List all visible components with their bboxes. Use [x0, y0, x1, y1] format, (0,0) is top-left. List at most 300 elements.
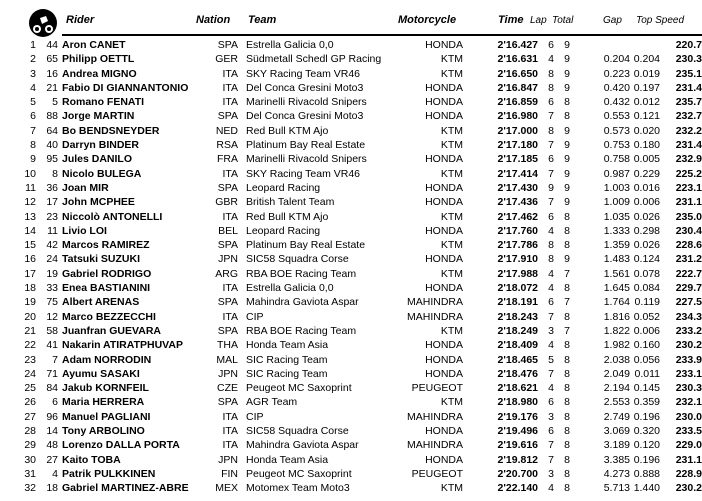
- cell-time: 2'16.859: [497, 96, 538, 109]
- cell-rider: Enea BASTIANINI: [62, 282, 151, 295]
- cell-pos: 30: [24, 453, 36, 466]
- cell-team: Marinelli Rivacold Snipers: [246, 96, 367, 109]
- cell-gap: 1.359: [603, 239, 630, 252]
- cell-moto: MAHINDRA: [406, 310, 463, 323]
- cell-gap: 0.553: [603, 110, 630, 123]
- cell-gap2: 0.145: [633, 382, 660, 395]
- cell-tot: 8: [564, 382, 570, 395]
- cell-num: 27: [46, 453, 58, 466]
- cell-spd: 228.9: [675, 467, 702, 480]
- table-row: [0, 52, 702, 66]
- table-row: [0, 481, 702, 495]
- cell-gap: 1.816: [603, 310, 630, 323]
- cell-nat: ITA: [222, 96, 238, 109]
- cell-rider: Nakarin ATIRATPHUVAP: [62, 339, 183, 352]
- table-row: [0, 167, 702, 181]
- cell-team: Peugeot MC Saxoprint: [246, 382, 352, 395]
- cell-pos: 18: [24, 282, 36, 295]
- cell-gap2: 0.078: [633, 267, 660, 280]
- cell-team: SIC58 Squadra Corse: [246, 253, 349, 266]
- cell-moto: KTM: [440, 167, 463, 180]
- cell-spd: 232.2: [675, 124, 702, 137]
- cell-num: 4: [52, 467, 58, 480]
- cell-pos: 7: [30, 124, 36, 137]
- cell-gap2: 0.026: [633, 239, 660, 252]
- table-row: [0, 324, 702, 338]
- cell-time: 2'16.980: [497, 110, 538, 123]
- cell-lap: 6: [548, 296, 554, 309]
- cell-pos: 19: [24, 296, 36, 309]
- cell-lap: 7: [548, 439, 554, 452]
- cell-team: Marinelli Rivacold Snipers: [246, 153, 367, 166]
- table-row: [0, 367, 702, 381]
- cell-pos: 27: [24, 410, 36, 423]
- cell-gap: 2.194: [603, 382, 630, 395]
- table-row: [0, 310, 702, 324]
- cell-moto: MAHINDRA: [406, 410, 463, 423]
- cell-gap: 0.204: [603, 53, 630, 66]
- cell-spd: 232.7: [675, 110, 702, 123]
- cell-time: 2'18.409: [497, 339, 538, 352]
- cell-nat: ITA: [222, 282, 238, 295]
- cell-tot: 9: [564, 81, 570, 94]
- cell-nat: ARG: [215, 267, 238, 280]
- cell-pos: 3: [30, 67, 36, 80]
- cell-lap: 8: [548, 81, 554, 94]
- cell-nat: GER: [215, 53, 238, 66]
- header-rider: Rider: [66, 14, 95, 26]
- cell-gap2: 0.119: [634, 296, 660, 309]
- cell-moto: HONDA: [425, 339, 463, 352]
- cell-tot: 9: [564, 139, 570, 152]
- cell-moto: HONDA: [425, 81, 463, 94]
- cell-gap2: 0.204: [633, 53, 660, 66]
- cell-time: 2'16.650: [497, 67, 538, 80]
- table-row: [0, 424, 702, 438]
- cell-time: 2'17.760: [497, 224, 538, 237]
- cell-moto: HONDA: [425, 224, 463, 237]
- cell-num: 19: [46, 267, 58, 280]
- cell-gap2: 0.012: [633, 96, 660, 109]
- cell-num: 17: [46, 196, 58, 209]
- cell-time: 2'17.436: [497, 196, 538, 209]
- cell-num: 18: [46, 482, 58, 495]
- cell-gap: 2.749: [603, 410, 630, 423]
- cell-pos: 25: [24, 382, 36, 395]
- cell-pos: 13: [24, 210, 36, 223]
- cell-lap: 6: [548, 396, 554, 409]
- cell-rider: Marco BEZZECCHI: [62, 310, 156, 323]
- cell-rider: Andrea MIGNO: [62, 67, 137, 80]
- cell-moto: KTM: [440, 139, 463, 152]
- cell-team: RBA BOE Racing Team: [246, 324, 357, 337]
- cell-num: 36: [46, 181, 58, 194]
- cell-moto: HONDA: [425, 253, 463, 266]
- cell-nat: ITA: [222, 81, 238, 94]
- cell-time: 2'18.476: [497, 367, 538, 380]
- cell-team: Honda Team Asia: [246, 339, 329, 352]
- table-header: [0, 6, 702, 36]
- cell-nat: SPA: [217, 239, 238, 252]
- cell-nat: SPA: [217, 296, 238, 309]
- cell-tot: 9: [564, 124, 570, 137]
- cell-tot: 8: [564, 410, 570, 423]
- cell-tot: 8: [564, 110, 570, 123]
- cell-moto: PEUGEOT: [411, 467, 463, 480]
- cell-rider: Maria HERRERA: [62, 396, 145, 409]
- cell-tot: 7: [564, 267, 570, 280]
- cell-gap: 0.420: [603, 81, 630, 94]
- cell-spd: 231.1: [675, 196, 702, 209]
- cell-lap: 6: [548, 96, 554, 109]
- cell-pos: 28: [24, 425, 36, 438]
- cell-team: SKY Racing Team VR46: [246, 167, 361, 180]
- cell-moto: HONDA: [425, 96, 463, 109]
- cell-tot: 7: [564, 324, 570, 337]
- cell-lap: 7: [548, 110, 554, 123]
- cell-spd: 231.1: [675, 453, 702, 466]
- cell-tot: 9: [564, 253, 570, 266]
- cell-num: 44: [46, 39, 58, 51]
- cell-num: 16: [46, 67, 58, 80]
- cell-lap: 6: [548, 153, 554, 166]
- cell-lap: 9: [548, 181, 554, 194]
- cell-nat: ITA: [222, 425, 238, 438]
- cell-nat: ITA: [222, 439, 238, 452]
- cell-team: Estrella Galicia 0,0: [246, 282, 334, 295]
- cell-team: CIP: [246, 310, 264, 323]
- cell-rider: Jules DANILO: [62, 153, 133, 166]
- cell-gap2: 0.120: [633, 439, 660, 452]
- cell-rider: Fabio DI GIANNANTONIO: [62, 81, 189, 94]
- table-row: [0, 410, 702, 424]
- cell-spd: 233.9: [675, 353, 702, 366]
- cell-num: 21: [46, 81, 58, 94]
- cell-lap: 4: [548, 482, 554, 495]
- cell-gap2: 0.056: [633, 353, 660, 366]
- cell-moto: HONDA: [425, 282, 463, 295]
- cell-spd: 227.5: [675, 296, 702, 309]
- cell-gap: 1.561: [603, 267, 630, 280]
- cell-spd: 222.7: [675, 267, 702, 280]
- cell-team: SIC Racing Team: [246, 353, 328, 366]
- cell-num: 84: [46, 382, 58, 395]
- table-row: [0, 453, 702, 467]
- cell-gap2: 0.196: [633, 453, 660, 466]
- cell-lap: 7: [548, 196, 554, 209]
- cell-lap: 4: [548, 53, 554, 66]
- cell-pos: 22: [24, 339, 36, 352]
- cell-nat: SPA: [217, 39, 238, 51]
- cell-nat: JPN: [218, 253, 238, 266]
- cell-num: 95: [46, 153, 58, 166]
- cell-spd: 231.2: [675, 253, 702, 266]
- cell-gap: 0.753: [603, 139, 630, 152]
- cell-gap: 0.573: [603, 124, 630, 137]
- cell-rider: Lorenzo DALLA PORTA: [62, 439, 180, 452]
- cell-tot: 9: [564, 39, 570, 51]
- cell-gap: 1.009: [603, 196, 630, 209]
- cell-rider: Manuel PAGLIANI: [62, 410, 151, 423]
- table-row: [0, 438, 702, 452]
- cell-team: Motomex Team Moto3: [246, 482, 350, 495]
- cell-spd: 235.7: [675, 96, 702, 109]
- cell-num: 8: [52, 167, 58, 180]
- cell-time: 2'18.243: [497, 310, 538, 323]
- cell-spd: 220.7: [675, 39, 702, 51]
- cell-lap: 7: [548, 139, 554, 152]
- cell-nat: JPN: [218, 367, 238, 380]
- cell-rider: Bo BENDSNEYDER: [62, 124, 160, 137]
- cell-nat: GBR: [215, 196, 238, 209]
- table-row: [0, 267, 702, 281]
- cell-gap: 0.758: [603, 153, 630, 166]
- cell-tot: 8: [564, 282, 570, 295]
- table-row: [0, 238, 702, 252]
- cell-gap2: 0.016: [633, 181, 660, 194]
- table-row: [0, 353, 702, 367]
- cell-lap: 8: [548, 67, 554, 80]
- cell-spd: 225.2: [675, 167, 702, 180]
- table-row: [0, 95, 702, 109]
- cell-moto: HONDA: [425, 353, 463, 366]
- cell-team: Red Bull KTM Ajo: [246, 210, 329, 223]
- cell-lap: 6: [548, 39, 554, 51]
- cell-rider: Nicolo BULEGA: [62, 167, 142, 180]
- cell-moto: HONDA: [425, 367, 463, 380]
- cell-nat: ITA: [222, 310, 238, 323]
- cell-rider: Albert ARENAS: [62, 296, 140, 309]
- table-row: [0, 395, 702, 409]
- cell-rider: Ayumu SASAKI: [62, 367, 140, 380]
- cell-spd: 229.7: [675, 282, 702, 295]
- table-row: [0, 138, 702, 152]
- cell-tot: 9: [564, 196, 570, 209]
- table-row: [0, 38, 702, 52]
- cell-pos: 24: [24, 367, 36, 380]
- cell-gap: 1.645: [603, 282, 630, 295]
- cell-rider: Philipp OETTL: [62, 53, 135, 66]
- cell-pos: 32: [24, 482, 36, 495]
- cell-moto: HONDA: [425, 181, 463, 194]
- cell-gap: 1.333: [603, 224, 630, 237]
- cell-pos: 12: [24, 196, 36, 209]
- cell-nat: SPA: [217, 181, 238, 194]
- cell-lap: 7: [548, 453, 554, 466]
- cell-tot: 8: [564, 453, 570, 466]
- cell-lap: 4: [548, 382, 554, 395]
- cell-moto: KTM: [440, 53, 463, 66]
- cell-gap2: 0.888: [633, 467, 660, 480]
- cell-nat: SPA: [217, 396, 238, 409]
- cell-nat: SPA: [217, 324, 238, 337]
- cell-tot: 8: [564, 210, 570, 223]
- cell-lap: 6: [548, 425, 554, 438]
- cell-num: 71: [46, 367, 58, 380]
- cell-rider: Adam NORRODIN: [62, 353, 152, 366]
- cell-team: SKY Racing Team VR46: [246, 67, 361, 80]
- cell-time: 2'18.249: [497, 324, 538, 337]
- table-row: [0, 181, 702, 195]
- cell-gap2: 0.026: [633, 210, 660, 223]
- cell-gap: 2.038: [603, 353, 630, 366]
- cell-spd: 231.4: [675, 81, 702, 94]
- header-motorcycle: Motorcycle: [398, 14, 457, 26]
- cell-gap2: 0.020: [633, 124, 660, 137]
- cell-gap2: 0.006: [633, 324, 660, 337]
- cell-time: 2'17.000: [497, 124, 538, 137]
- cell-pos: 15: [24, 239, 36, 252]
- cell-gap: 5.713: [603, 482, 630, 495]
- cell-tot: 9: [564, 167, 570, 180]
- cell-pos: 9: [30, 153, 36, 166]
- table-row: [0, 67, 702, 81]
- cell-spd: 233.1: [675, 367, 702, 380]
- cell-pos: 14: [24, 224, 36, 237]
- cell-time: 2'17.185: [497, 153, 538, 166]
- cell-lap: 3: [548, 467, 554, 480]
- cell-gap2: 0.160: [633, 339, 660, 352]
- table-row: [0, 338, 702, 352]
- cell-gap: 2.049: [603, 367, 630, 380]
- cell-moto: MAHINDRA: [406, 439, 463, 452]
- cell-gap: 2.553: [603, 396, 630, 409]
- cell-gap: 4.273: [603, 467, 630, 480]
- cell-gap2: 0.052: [633, 310, 660, 323]
- cell-rider: John MCPHEE: [62, 196, 135, 209]
- cell-time: 2'22.140: [497, 482, 538, 495]
- cell-spd: 232.1: [675, 396, 702, 409]
- cell-pos: 26: [24, 396, 36, 409]
- cell-time: 2'18.621: [497, 382, 538, 395]
- cell-moto: MAHINDRA: [406, 296, 463, 309]
- cell-team: British Talent Team: [246, 196, 335, 209]
- header-total: Total: [552, 15, 574, 26]
- cell-gap: 1.982: [603, 339, 630, 352]
- cell-gap: 0.432: [603, 96, 630, 109]
- cell-tot: 8: [564, 339, 570, 352]
- cell-num: 65: [46, 53, 58, 66]
- cell-time: 2'18.980: [497, 396, 538, 409]
- header-gap: Gap: [603, 15, 622, 26]
- cell-num: 96: [46, 410, 58, 423]
- cell-time: 2'19.496: [497, 425, 538, 438]
- cell-rider: Juanfran GUEVARA: [62, 324, 161, 337]
- cell-time: 2'17.910: [497, 253, 538, 266]
- cell-time: 2'16.847: [497, 81, 538, 94]
- cell-gap2: 0.084: [633, 282, 660, 295]
- cell-tot: 9: [564, 153, 570, 166]
- cell-time: 2'18.191: [497, 296, 538, 309]
- cell-rider: Gabriel RODRIGO: [62, 267, 152, 280]
- cell-num: 75: [46, 296, 58, 309]
- cell-team: Del Conca Gresini Moto3: [246, 81, 364, 94]
- cell-nat: THA: [217, 339, 238, 352]
- cell-tot: 9: [564, 181, 570, 194]
- cell-team: Südmetall Schedl GP Racing: [246, 53, 382, 66]
- cell-num: 40: [46, 139, 58, 152]
- cell-rider: Darryn BINDER: [62, 139, 140, 152]
- cell-pos: 2: [30, 53, 36, 66]
- cell-nat: FRA: [217, 153, 238, 166]
- cell-tot: 8: [564, 396, 570, 409]
- header-nation: Nation: [196, 14, 231, 26]
- cell-moto: HONDA: [425, 153, 463, 166]
- cell-pos: 16: [24, 253, 36, 266]
- cell-gap2: 0.006: [633, 196, 660, 209]
- table-row: [0, 467, 702, 481]
- cell-spd: 235.1: [675, 67, 702, 80]
- cell-gap2: 0.011: [634, 367, 660, 380]
- cell-lap: 7: [548, 367, 554, 380]
- cell-num: 23: [46, 210, 58, 223]
- cell-gap2: 0.005: [633, 153, 660, 166]
- cell-gap2: 0.121: [633, 110, 660, 123]
- results-table: [0, 38, 702, 496]
- cell-gap2: 0.298: [633, 224, 660, 237]
- cell-tot: 9: [564, 67, 570, 80]
- table-row: [0, 281, 702, 295]
- cell-pos: 29: [24, 439, 36, 452]
- cell-nat: JPN: [218, 453, 238, 466]
- cell-num: 58: [46, 324, 58, 337]
- header-lap: Lap: [530, 15, 547, 26]
- table-row: [0, 109, 702, 123]
- cell-moto: HONDA: [425, 39, 463, 51]
- cell-lap: 4: [548, 267, 554, 280]
- cell-tot: 8: [564, 367, 570, 380]
- cell-rider: Tatsuki SUZUKI: [62, 253, 140, 266]
- cell-team: Leopard Racing: [246, 224, 321, 237]
- cell-nat: BEL: [218, 224, 238, 237]
- cell-num: 33: [46, 282, 58, 295]
- cell-pos: 20: [24, 310, 36, 323]
- cell-num: 7: [52, 353, 58, 366]
- cell-gap: 1.822: [603, 324, 630, 337]
- cell-pos: 10: [24, 167, 36, 180]
- cell-pos: 5: [30, 96, 36, 109]
- cell-nat: MAL: [216, 353, 238, 366]
- cell-moto: HONDA: [425, 196, 463, 209]
- table-row: [0, 81, 702, 95]
- cell-time: 2'17.786: [497, 239, 538, 252]
- cell-moto: KTM: [440, 67, 463, 80]
- header-divider: [62, 34, 702, 36]
- header-top-speed: Top Speed: [636, 15, 685, 26]
- cell-team: Honda Team Asia: [246, 453, 329, 466]
- cell-rider: Tony ARBOLINO: [62, 425, 145, 438]
- cell-time: 2'18.072: [497, 282, 538, 295]
- motorcycle-rider-icon: [28, 8, 58, 38]
- cell-num: 5: [52, 96, 58, 109]
- cell-time: 2'19.616: [497, 439, 538, 452]
- cell-moto: KTM: [440, 324, 463, 337]
- cell-time: 2'17.988: [497, 267, 538, 280]
- cell-spd: 228.6: [675, 239, 702, 252]
- cell-pos: 23: [24, 353, 36, 366]
- cell-spd: 230.3: [675, 382, 702, 395]
- cell-num: 6: [52, 396, 58, 409]
- cell-rider: Kaito TOBA: [62, 453, 121, 466]
- cell-time: 2'17.414: [497, 167, 538, 180]
- table-row: [0, 152, 702, 166]
- table-row: [0, 295, 702, 309]
- cell-lap: 4: [548, 339, 554, 352]
- cell-tot: 7: [564, 296, 570, 309]
- cell-lap: 3: [548, 410, 554, 423]
- cell-num: 12: [46, 310, 58, 323]
- cell-gap: 1.764: [603, 296, 630, 309]
